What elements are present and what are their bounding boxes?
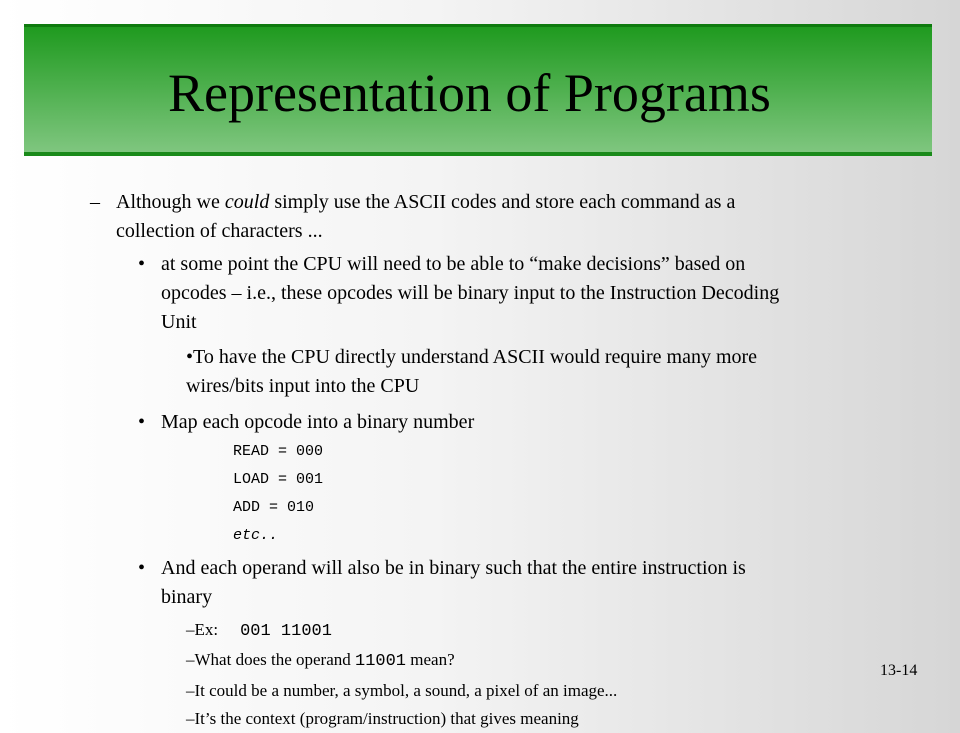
text-span: Although we: [116, 191, 225, 213]
example-code: 001 11001: [240, 622, 332, 641]
dash-marker: –: [90, 191, 100, 213]
paragraph-line-9: And each operand will also be in binary such that the entire instruction is: [161, 557, 746, 579]
paragraph-line-4: opcodes – i.e., these opcodes will be binary input to the Instruction Decoding: [161, 282, 780, 304]
sub-bullet-line-2: wires/bits input into the CPU: [186, 375, 420, 397]
paragraph-line-3: at some point the CPU will need to be able to “make decisions” based on: [161, 253, 746, 275]
code-etc: etc..: [233, 527, 279, 544]
code-read: READ = 000: [233, 443, 324, 460]
paragraph-line-12: –It’s the context (program/instruction) that gives meaning: [186, 709, 579, 728]
slide-number: 13-14: [880, 662, 918, 679]
paragraph-line-5: Unit: [161, 311, 197, 333]
operand-code: 11001: [355, 652, 407, 671]
example-line: [186, 615, 332, 646]
code-load: LOAD = 001: [233, 471, 324, 488]
text-span: simply use the ASCII codes and store each command as a: [269, 191, 736, 213]
text-span: mean?: [406, 650, 455, 669]
paragraph-line-10: binary: [161, 586, 213, 608]
bullet-marker: •: [138, 411, 146, 433]
paragraph-line-11: –It could be a number, a symbol, a sound, a pixel of an image...: [186, 681, 618, 700]
text-span: –What does the operand: [186, 650, 355, 669]
paragraph-line-1: [116, 188, 735, 217]
paragraph-line-2: collection of characters ...: [116, 220, 323, 242]
code-add: ADD = 010: [233, 499, 315, 516]
bullet-marker: •: [138, 557, 146, 579]
sub-bullet-line-1: •To have the CPU directly understand ASCII would require many more: [186, 346, 758, 368]
question-line: [186, 645, 455, 676]
slide-title: Representation of Programs: [168, 63, 771, 123]
bullet-marker: •: [138, 253, 146, 275]
example-label: –Ex:: [186, 620, 219, 639]
emphasis-could: could: [224, 191, 270, 213]
paragraph-line-8: Map each opcode into a binary number: [161, 411, 475, 433]
